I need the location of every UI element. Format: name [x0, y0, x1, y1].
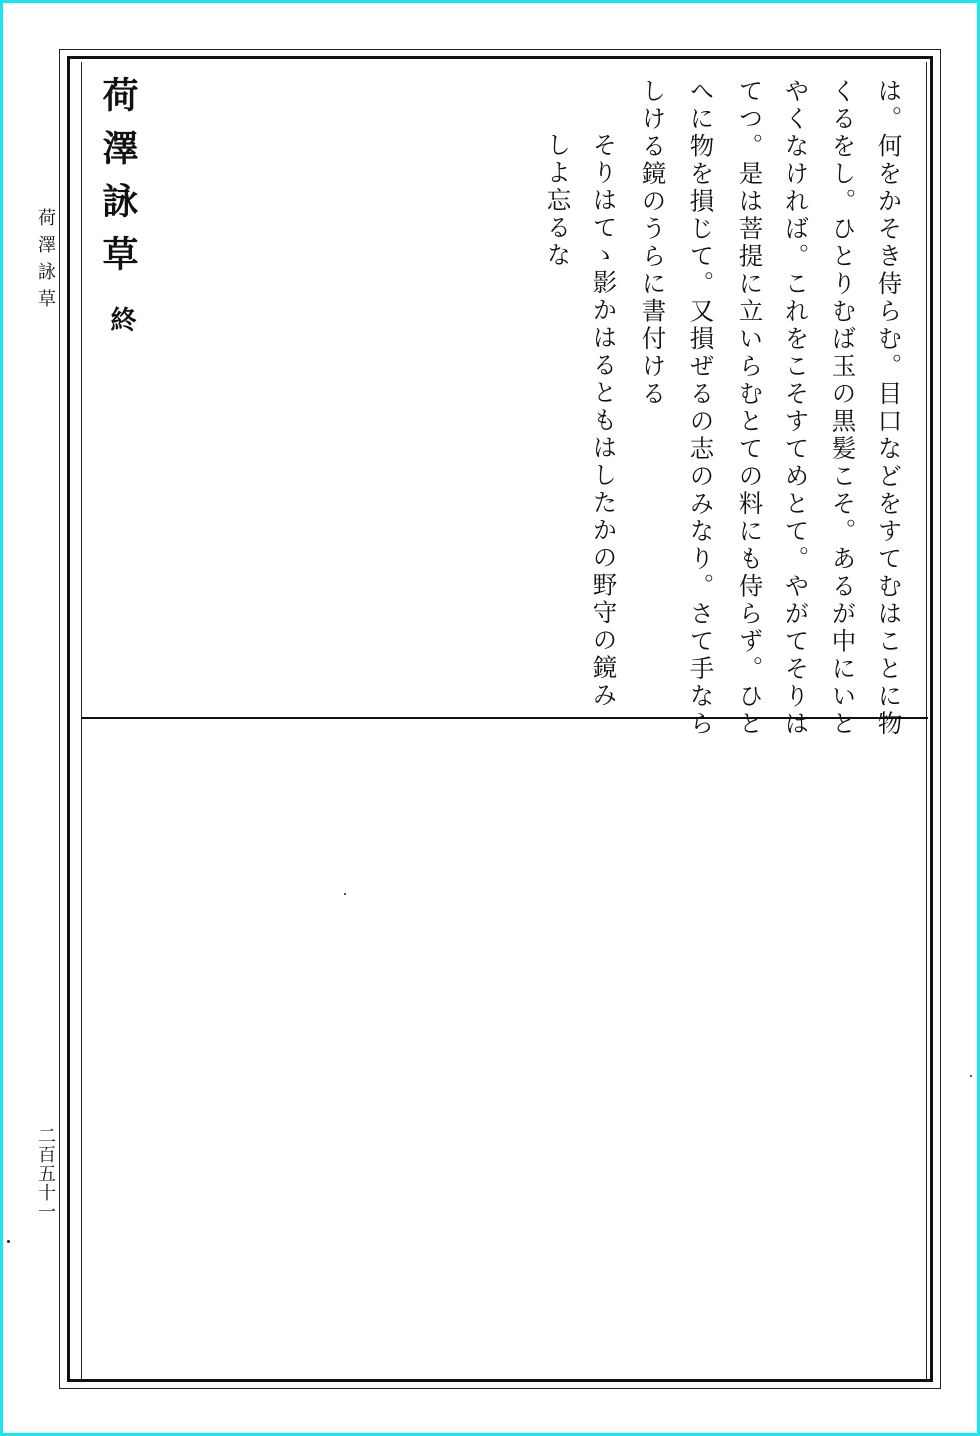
text-column-5: へに物を損じて。又損ぜるの志のみなり。さて手なら: [686, 78, 716, 738]
text-column-3: やくなければ。これをこそすてめとて。やがてそりは: [781, 78, 811, 738]
page-number: 二百五十一: [35, 1126, 56, 1221]
book-title: 荷澤詠草: [97, 76, 139, 288]
text-column-6: しける鏡のうらに書付ける: [638, 78, 668, 408]
left-inner-rule: [81, 62, 82, 1380]
end-mark: 終: [106, 306, 136, 332]
text-column-1: は。何をかそき侍らむ。目口などをすてむはことに物: [874, 78, 904, 738]
right-inner-rule: [926, 62, 927, 1380]
text-column-2: くるをし。ひとりむば玉の黒髪こそ。あるが中にいと: [828, 78, 858, 738]
poem-column-2: しよ忘るな: [543, 132, 573, 270]
scan-speck: [970, 1075, 972, 1077]
text-column-4: てつ。是は菩提に立いらむとての料にも侍らず。ひと: [735, 78, 765, 738]
scan-speck: [7, 1240, 10, 1243]
poem-column-1: そりはてゝ影かはるともはしたかの野守の鏡み: [589, 132, 619, 710]
running-head: 荷澤詠草: [35, 208, 56, 316]
scan-speck: [344, 893, 346, 895]
